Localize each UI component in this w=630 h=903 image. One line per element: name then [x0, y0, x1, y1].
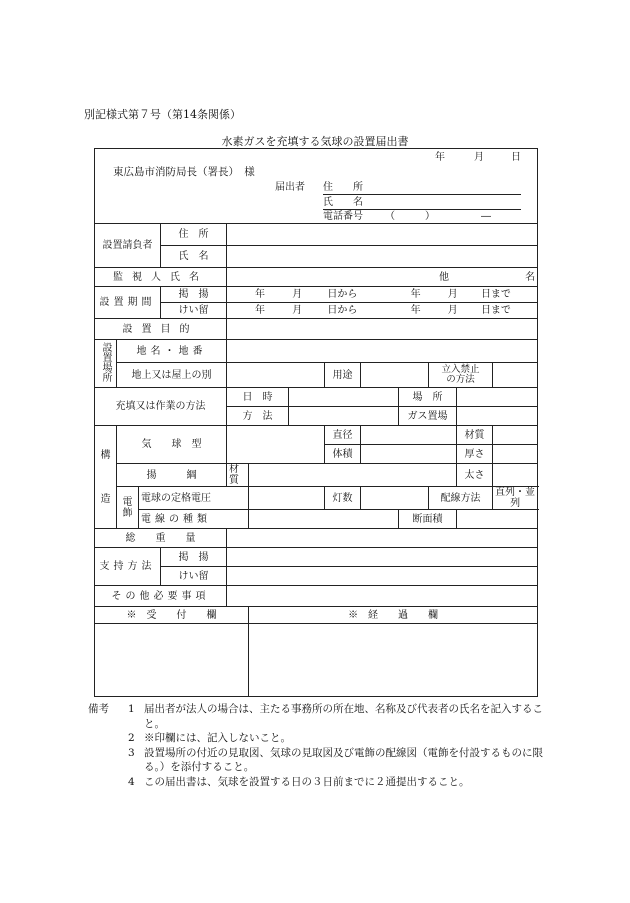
phone-paren-open: （ [385, 211, 395, 222]
note-item: 3 設置場所の付近の見取図、気球の見取図及び電飾の配線図（電飾を付設するものに限る。）を添付すること。 [128, 746, 543, 773]
other-items-field[interactable] [227, 586, 538, 607]
contractor-name-field[interactable] [227, 246, 538, 268]
contractor-address-field[interactable] [227, 224, 538, 246]
date-month: 月 [474, 152, 484, 163]
rope-material-field[interactable] [249, 464, 457, 487]
other-label: 他 [439, 271, 449, 283]
electric-deco-label: 電 飾 [117, 487, 139, 529]
progress-header: ※ 経 過 欄 [249, 607, 538, 624]
lot-field[interactable] [227, 340, 538, 363]
receipt-field [95, 624, 249, 697]
name-label: 氏 名 [323, 197, 363, 208]
datetime-label: 日 時 [227, 388, 289, 407]
fill-method-label: 充填又は作業の方法 [95, 388, 227, 426]
gas-site-field[interactable] [457, 407, 538, 426]
monitor-field[interactable] [227, 268, 538, 287]
place-label: 場 所 [399, 388, 457, 407]
notes-label: 備考 [88, 703, 109, 715]
receipt-header: ※ 受 付 欄 [95, 607, 249, 624]
period-moor-field[interactable]: 年 月 日から 年 月 日まで [227, 303, 538, 319]
contractor-address-label: 住 所 [161, 224, 227, 246]
persons-suffix: 名 [525, 271, 536, 283]
cross-section-label: 断面積 [399, 510, 457, 529]
period-label: 設置期間 [95, 287, 161, 319]
note-item: 4 この届出書は、気球を設置する日の３日前までに２通提出すること。 [128, 775, 470, 788]
date-day: 日 [511, 152, 521, 163]
form-number: 別記様式第７号（第14条関係） [84, 108, 241, 121]
phone-line[interactable] [323, 223, 521, 224]
period-moor-label: けい留 [161, 303, 227, 319]
rated-voltage-field[interactable] [249, 487, 325, 510]
cross-section-field[interactable] [457, 510, 538, 529]
phone-label: 電話番号 [323, 211, 363, 222]
progress-field [249, 624, 538, 697]
balloon-type-label: 気 球 型 [117, 426, 227, 464]
wiring-method-field[interactable]: 直列・並列 [493, 487, 538, 510]
thickness-field[interactable] [493, 445, 538, 464]
material-label: 材質 [457, 426, 493, 445]
monitor-label: 監視人氏名 [95, 268, 227, 287]
phone-dash: ― [481, 211, 491, 222]
balloon-type-field[interactable] [227, 426, 325, 464]
diameter-label: 直径 [325, 426, 361, 445]
rope-label: 揚 綱 [117, 464, 227, 487]
diameter-field[interactable] [361, 426, 457, 445]
method-label: 方 法 [227, 407, 289, 426]
rope-size-label: 太さ [457, 464, 493, 487]
name-line[interactable] [323, 209, 521, 210]
gas-site-label: ガス置場 [399, 407, 457, 426]
lot-label: 地名・地番 [117, 340, 227, 363]
volume-field[interactable] [361, 445, 457, 464]
note-item: 2 ※印欄には、記入しないこと。 [128, 732, 291, 744]
support-label: 支持方法 [95, 548, 161, 586]
lamps-label: 灯数 [325, 487, 361, 510]
support-moor-field[interactable] [227, 567, 538, 586]
contractor-label: 設置請負者 [95, 224, 161, 268]
applicant-block [95, 149, 538, 224]
wiring-method-label: 配線方法 [429, 487, 493, 510]
restrict-label: 立入禁止 の方法 [429, 363, 493, 388]
address-line[interactable] [323, 194, 521, 195]
datetime-field[interactable] [289, 388, 399, 407]
address-label: 住 所 [323, 182, 363, 193]
ground-roof-label: 地上又は屋上の別 [117, 363, 227, 388]
support-moor-label: けい留 [161, 567, 227, 586]
contractor-name-label: 氏 名 [161, 246, 227, 268]
other-items-label: その他必要事項 [95, 586, 227, 607]
addressee: 東広島市消防局長（署長） 様 [113, 166, 255, 178]
wire-type-label: 電線の種類 [139, 510, 249, 529]
date-year: 年 [435, 152, 445, 163]
rated-voltage-label: 電球の定格電圧 [139, 487, 249, 510]
use-label: 用途 [325, 363, 361, 388]
note-item: 備考 1 届出者が法人の場合は、主たる事務所の所在地、名称及び代表者の氏名を記入すること。 [88, 703, 543, 730]
use-field[interactable] [361, 363, 429, 388]
purpose-label: 設置目的 [95, 319, 227, 340]
ground-roof-field[interactable] [227, 363, 325, 388]
material-field[interactable] [493, 426, 538, 445]
total-weight-label: 総 重 量 [95, 529, 227, 548]
site-label: 設置場所 [95, 340, 117, 388]
rope-size-field[interactable] [493, 464, 538, 487]
restrict-field[interactable] [493, 363, 538, 388]
total-weight-field[interactable] [227, 529, 538, 548]
method-field[interactable] [289, 407, 399, 426]
phone-paren-close: ） [425, 211, 435, 222]
structure-label: 構 造 [95, 426, 117, 529]
period-raise-label: 掲 揚 [161, 287, 227, 303]
place-field[interactable] [457, 388, 538, 407]
purpose-field[interactable] [227, 319, 538, 340]
period-raise-field[interactable]: 年 月 日から 年 月 日まで [227, 287, 538, 303]
notes [88, 702, 548, 789]
applicant-label: 届出者 [275, 182, 305, 193]
volume-label: 体積 [325, 445, 361, 464]
rope-material-label: 材質 [227, 464, 249, 487]
notification-form-table [94, 148, 538, 697]
wire-type-field[interactable] [249, 510, 399, 529]
support-raise-field[interactable] [227, 548, 538, 567]
thickness-label: 厚さ [457, 445, 493, 464]
support-raise-label: 掲 揚 [161, 548, 227, 567]
lamps-field[interactable] [361, 487, 429, 510]
form-title: 水素ガスを充填する気球の設置届出書 [221, 135, 409, 148]
